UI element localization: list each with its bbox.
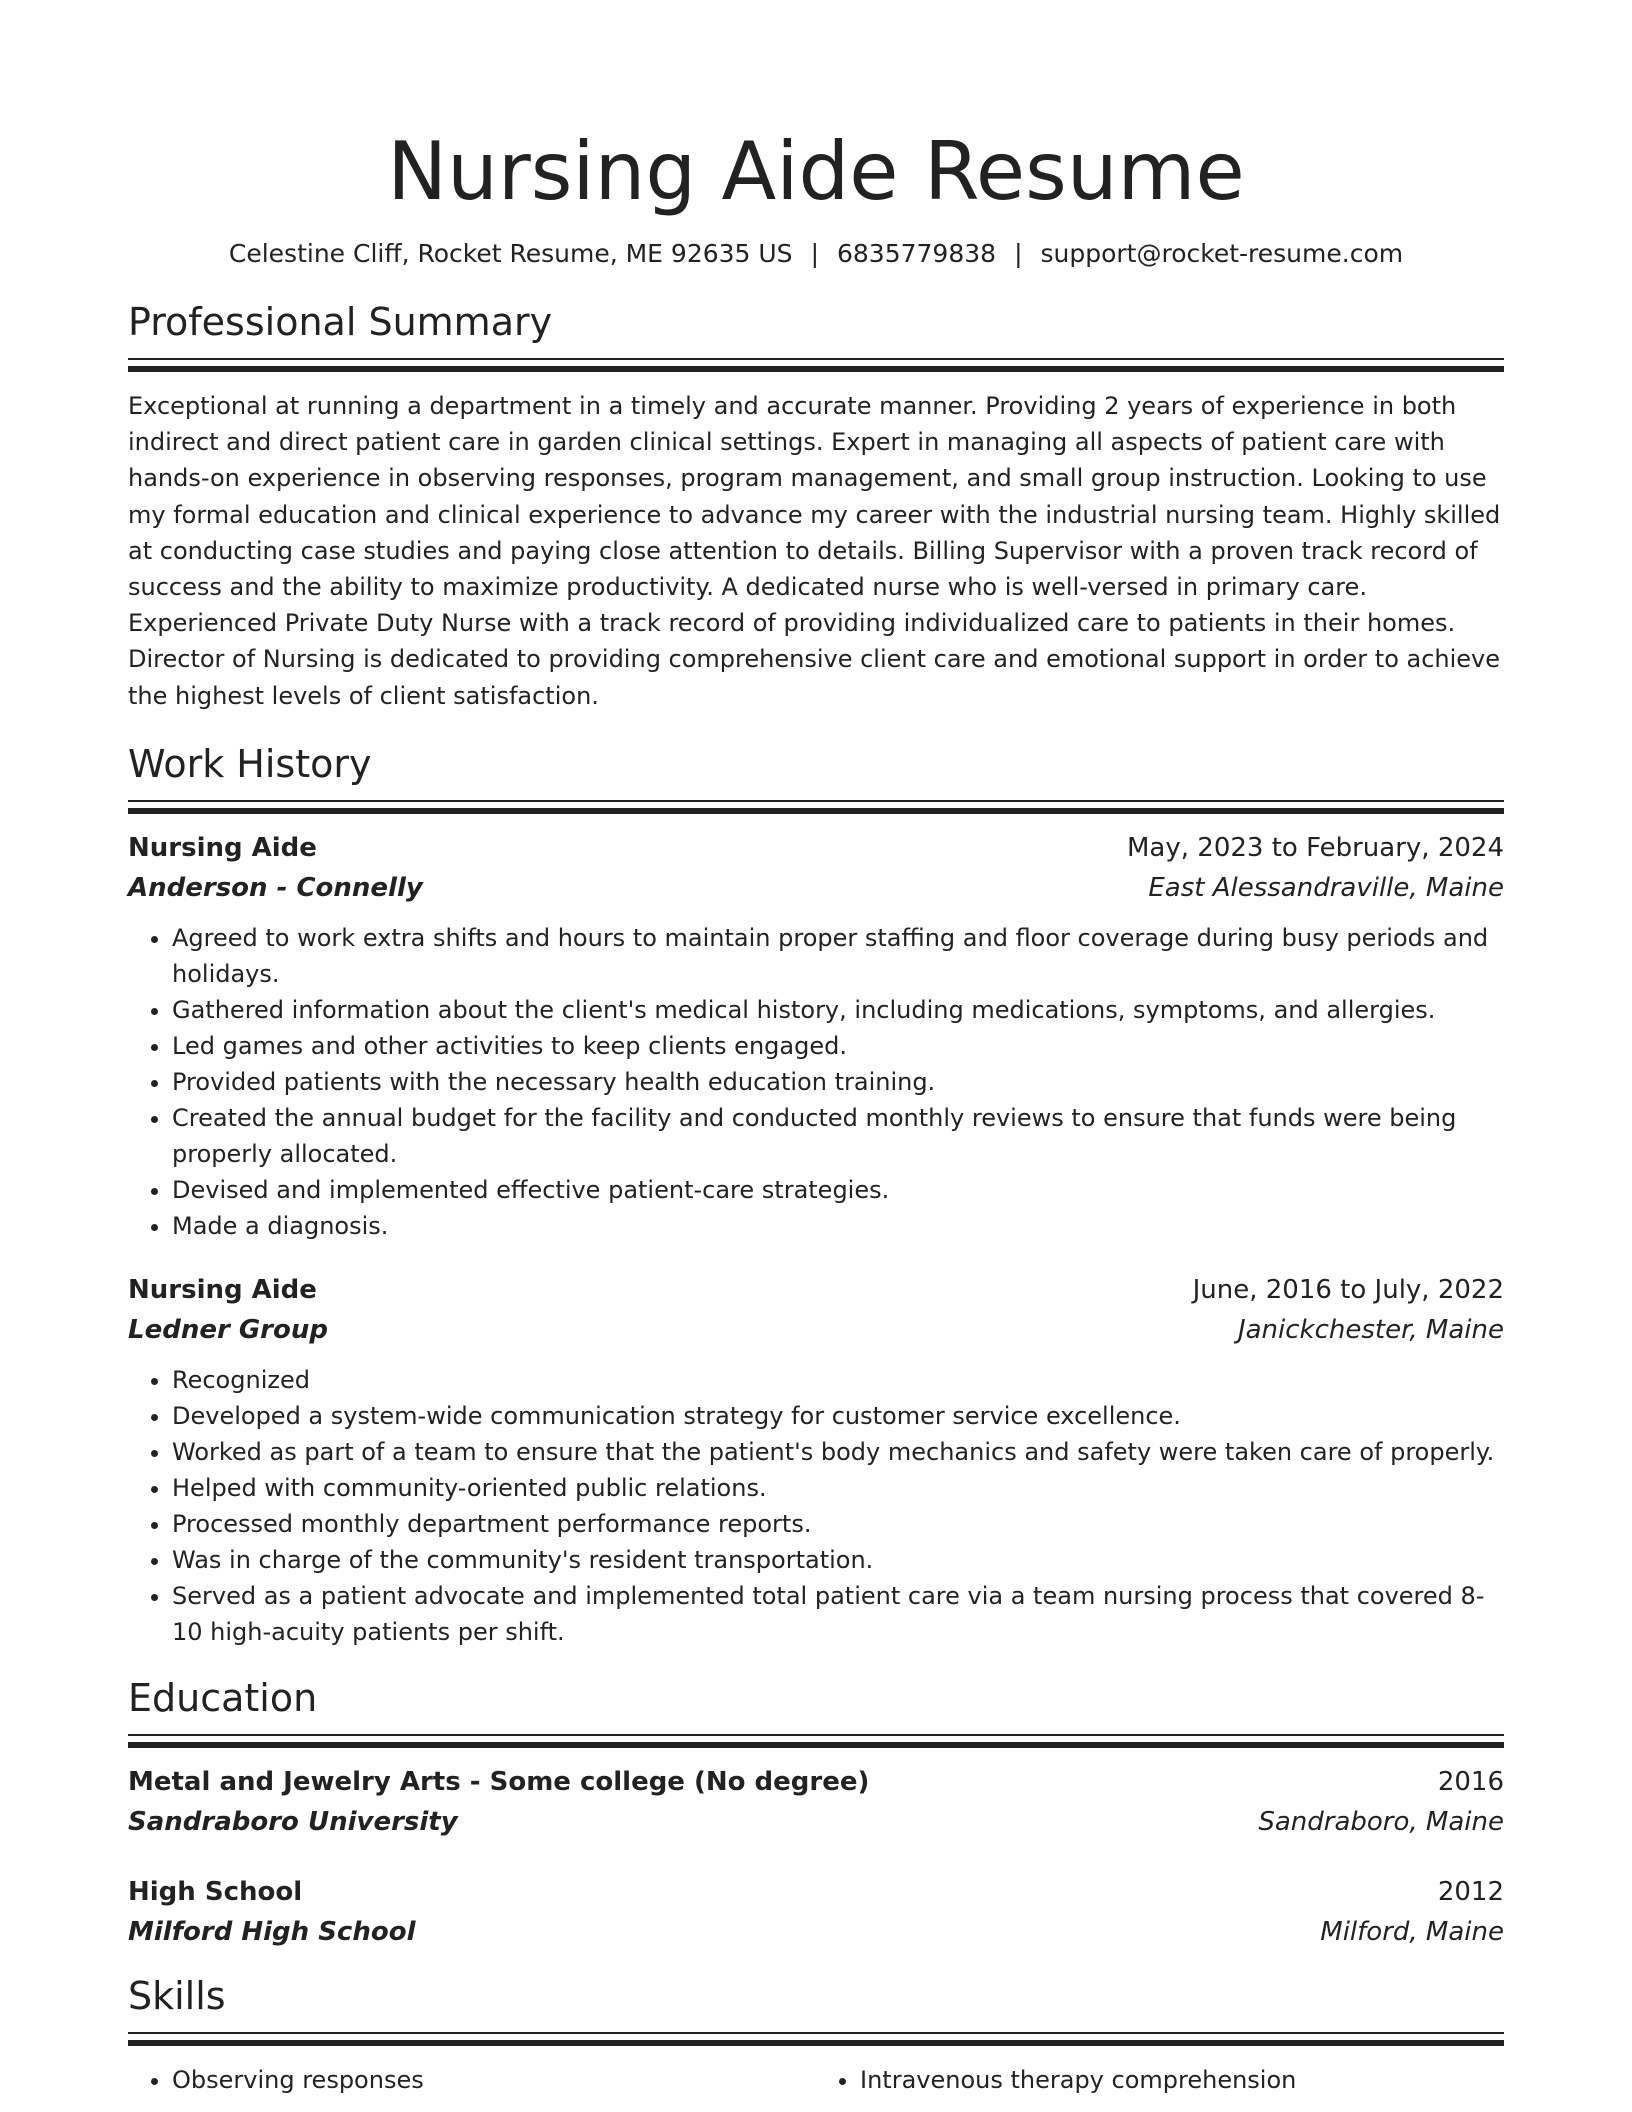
skills-list-left (128, 2062, 816, 2098)
job-duties-list (128, 1362, 1504, 1650)
list-item: • Gathered information about the client's medical history, including medications, symptoms, and allergies. (172, 992, 1504, 1028)
contact-line (128, 236, 1504, 272)
contact-separator: | (810, 239, 819, 268)
list-item: • Helped with community-oriented public relations. (172, 1470, 1504, 1506)
job-dates: June, 2016 to July, 2022 (1192, 1274, 1504, 1305)
resume-title: Nursing Aide Resume (387, 125, 1245, 218)
section-heading-skills: Skills (128, 1973, 226, 2018)
section-divider (128, 358, 1504, 372)
job-location: East Alessandraville, Maine (1148, 872, 1504, 903)
skills-list-right (816, 2062, 1504, 2098)
contact-address: Celestine Cliff, Rocket Resume, ME 92635 US (228, 239, 793, 268)
summary-section (128, 298, 1504, 714)
resume-page (128, 0, 1504, 2098)
education-year: 2012 (1437, 1876, 1504, 1907)
list-item: • Was in charge of the community's resident transportation. (172, 1542, 1504, 1578)
skills-section (128, 1972, 1504, 2098)
job-entry (128, 1270, 1504, 1650)
job-title: Nursing Aide (128, 1274, 317, 1305)
education-degree: High School (128, 1876, 303, 1907)
education-school: Sandraboro University (128, 1806, 458, 1837)
list-item: • Provided patients with the necessary health education training. (172, 1064, 1504, 1100)
contact-email: support@rocket-resume.com (1040, 239, 1404, 268)
list-item: • Led games and other activities to keep clients engaged. (172, 1028, 1504, 1064)
education-entry (128, 1872, 1504, 1952)
education-section (128, 1674, 1504, 1952)
job-location: Janickchester, Maine (1237, 1314, 1504, 1345)
list-item: • Recognized (172, 1362, 1504, 1398)
list-item: • Devised and implemented effective patient-care strategies. (172, 1172, 1504, 1208)
education-degree: Metal and Jewelry Arts - Some college (No degree) (128, 1766, 870, 1797)
section-divider (128, 2032, 1504, 2046)
section-heading-work: Work History (128, 741, 372, 786)
list-item: • Processed monthly department performance reports. (172, 1506, 1504, 1542)
section-heading-summary: Professional Summary (128, 300, 553, 344)
education-year: 2016 (1437, 1766, 1504, 1797)
list-item: • Intravenous therapy comprehension (860, 2062, 1504, 2098)
education-school: Milford High School (128, 1916, 416, 1947)
list-item: • Served as a patient advocate and implemented total patient care via a team nursing process that covered 8-10 high-acuity patients per shift. (172, 1578, 1504, 1650)
contact-separator: | (1014, 239, 1023, 268)
job-employer: Anderson - Connelly (128, 872, 423, 903)
job-entry (128, 828, 1504, 1244)
job-dates: May, 2023 to February, 2024 (1127, 832, 1504, 863)
education-location: Milford, Maine (1320, 1916, 1504, 1947)
section-divider (128, 1734, 1504, 1748)
summary-text: Exceptional at running a department in a timely and accurate manner. Providing 2 years of experience in both indirect and direct patient care in garden clinical settings. Expert in managing all aspects of patient care with hands-on experience in observing responses, program management, and small group instruction. Looking to use my formal education and clinical experience to advance my career with the industrial nursing team. Highly skilled at conducting case studies and paying close attention to details. Billing Supervisor with a proven track record of success and the ability to maximize productivity. A dedicated nurse who is well-versed in primary care. Experienced Private Duty Nurse with a track record of providing individualized care to patients in their homes. Director of Nursing is dedicated to providing comprehensive client care and emotional support in order to achieve the highest levels of client satisfaction. (128, 392, 1501, 710)
section-divider (128, 800, 1504, 814)
list-item: • Observing responses (172, 2062, 816, 2098)
contact-phone: 6835779838 (837, 239, 997, 268)
skills-columns (128, 2062, 1504, 2098)
work-history-section (128, 740, 1504, 1650)
list-item: • Developed a system-wide communication strategy for customer service excellence. (172, 1398, 1504, 1434)
list-item: • Worked as part of a team to ensure that the patient's body mechanics and safety were taken care of properly. (172, 1434, 1504, 1470)
section-heading-education: Education (128, 1675, 318, 1720)
education-entry (128, 1762, 1504, 1842)
list-item: • Created the annual budget for the facility and conducted monthly reviews to ensure that funds were being properly allocated. (172, 1100, 1504, 1172)
list-item: • Made a diagnosis. (172, 1208, 1504, 1244)
list-item: • Agreed to work extra shifts and hours to maintain proper staffing and floor coverage during busy periods and holidays. (172, 920, 1504, 992)
education-location: Sandraboro, Maine (1258, 1806, 1504, 1837)
job-duties-list (128, 920, 1504, 1244)
job-employer: Ledner Group (128, 1314, 328, 1345)
job-title: Nursing Aide (128, 832, 317, 863)
